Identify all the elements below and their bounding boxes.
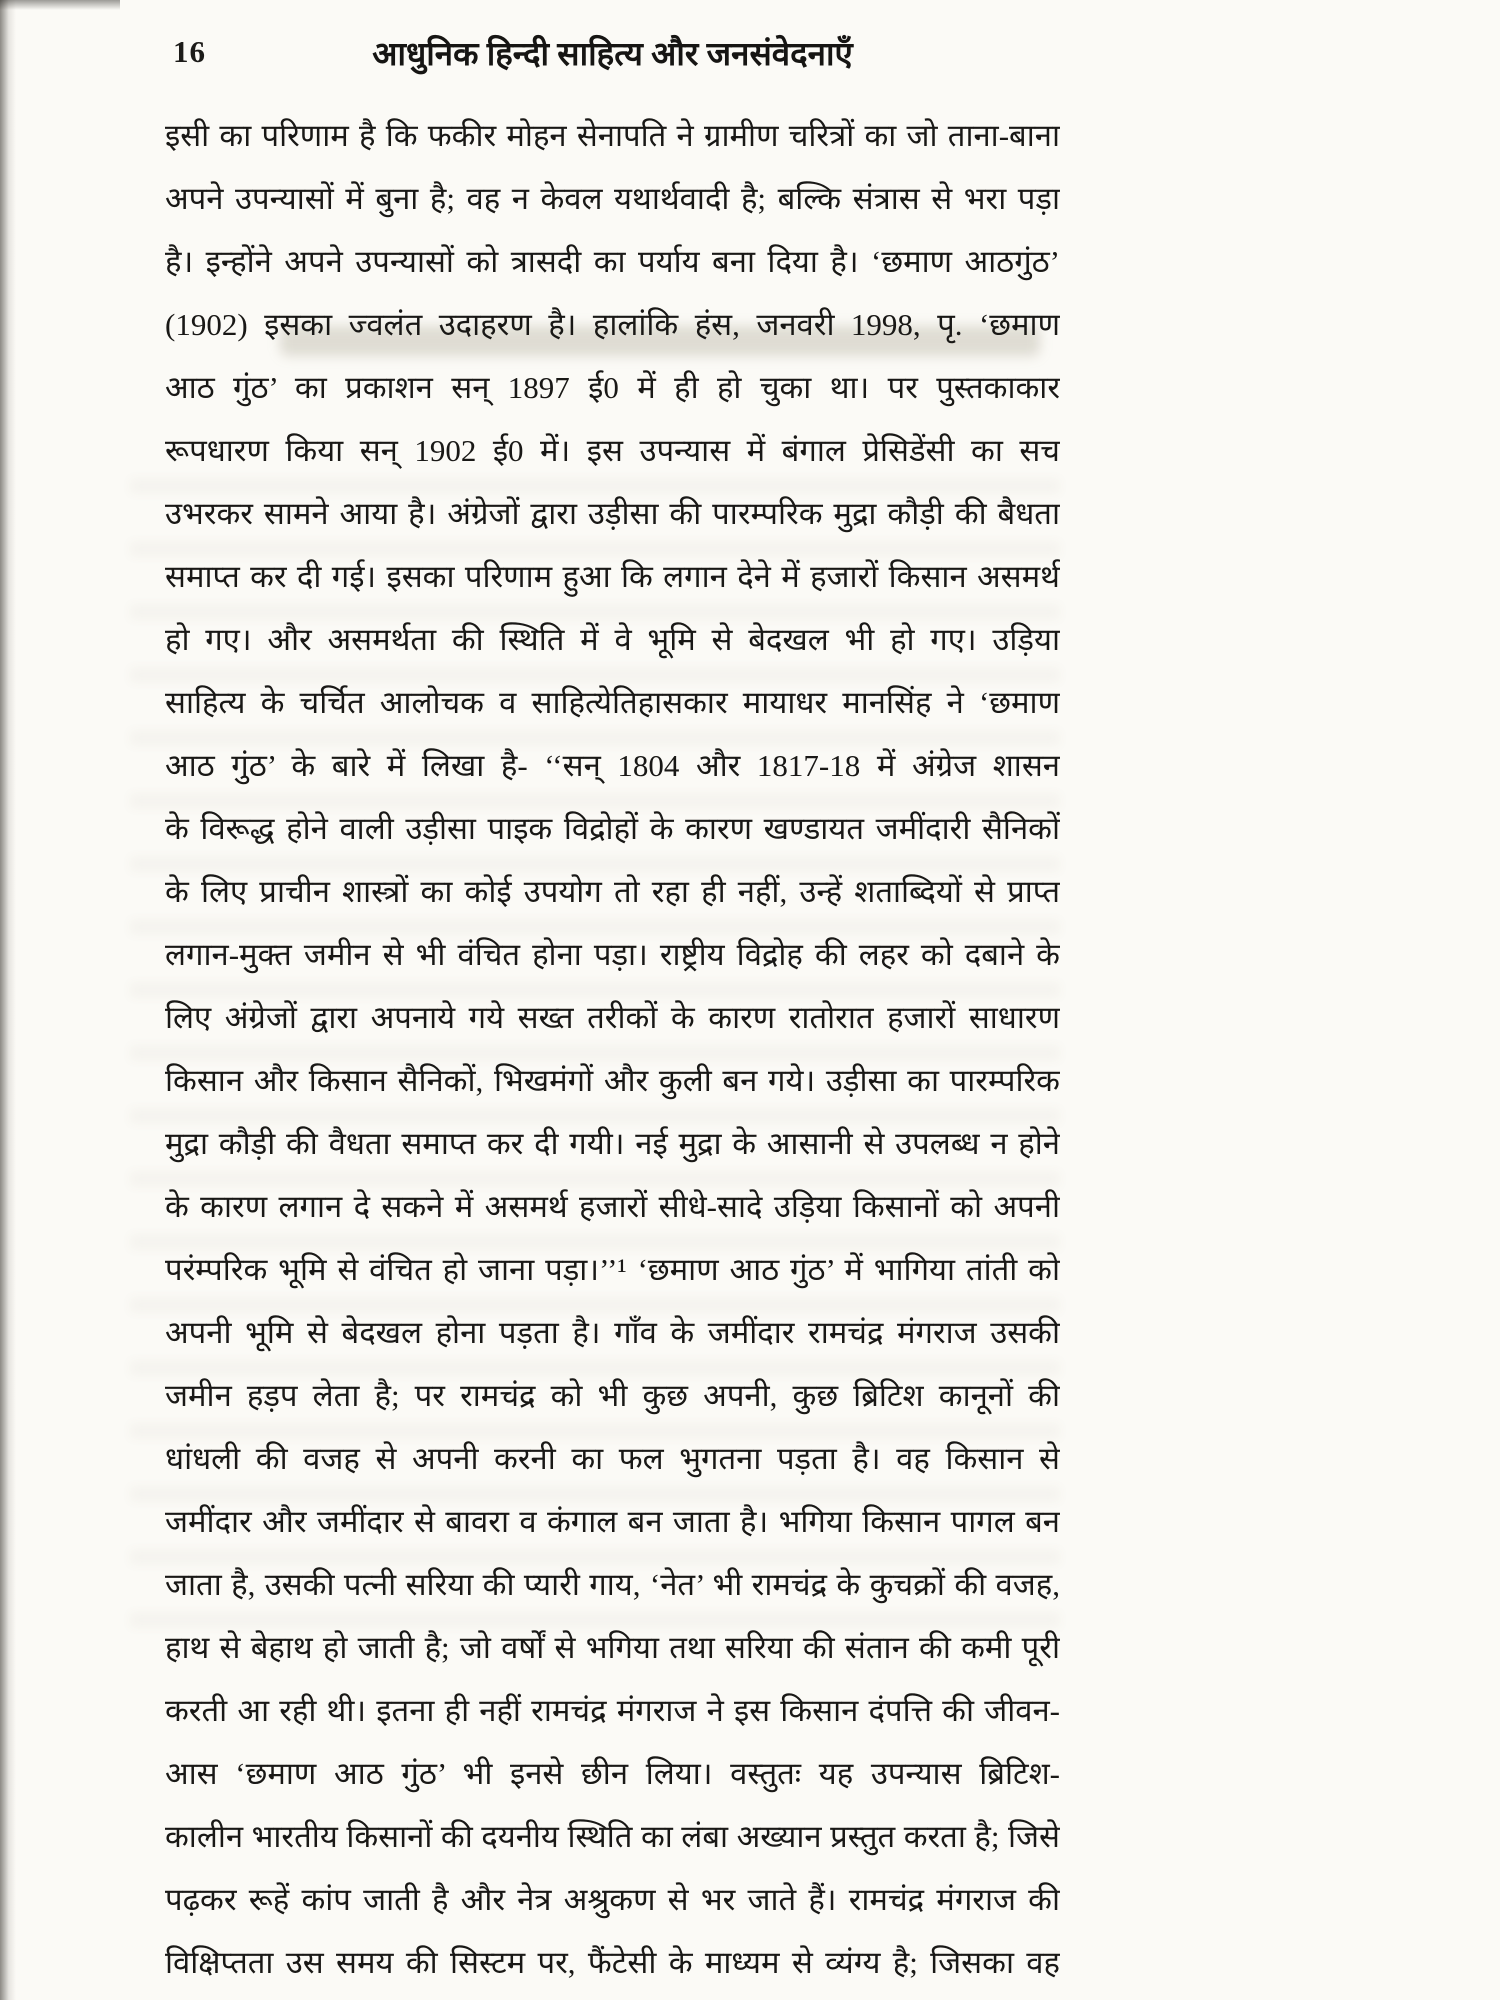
text-line: समाप्त कर दी गई। इसका परिणाम हुआ कि लगान देने में हजारों किसान असमर्थ (165, 559, 1060, 594)
text-line: धांधली की वजह से अपनी करनी का फल भुगतना पड़ता है। वह किसान से (165, 1441, 1060, 1476)
scan-edge-shadow (0, 0, 16, 2000)
text-line: रूपधारण किया सन् 1902 ई0 में। इस उपन्यास में बंगाल प्रेसिडेंसी का सच (165, 433, 1060, 468)
text-line: के विरूद्ध होने वाली उड़ीसा पाइक विद्रोहों के कारण खण्डायत जमींदारी सैनिकों (165, 811, 1060, 846)
text-line: पढ़कर रूहें कांप जाती है और नेत्र अश्रुकण से भर जाते हैं। रामचंद्र मंगराज की (165, 1882, 1060, 1917)
body-paragraph (165, 104, 1060, 1994)
page-number: 16 (173, 34, 206, 69)
text-line: विक्षिप्तता उस समय की सिस्टम पर, फैंटेसी के माध्यम से व्यंग्य है; जिसका वह (165, 1945, 1060, 1980)
text-line: करती आ रही थी। इतना ही नहीं रामचंद्र मंगराज ने इस किसान दंपत्ति की जीवन- (165, 1693, 1060, 1728)
text-line: परंम्परिक भूमि से वंचित हो जाना पड़ा।’’¹ ‘छमाण आठ गुंठ’ में भागिया तांती को (165, 1252, 1060, 1287)
text-line: उभरकर सामने आया है। अंग्रेजों द्वारा उड़ीसा की पारम्परिक मुद्रा कौड़ी की बैधता (165, 496, 1060, 531)
text-line: जमीन हड़प लेता है; पर रामचंद्र को भी कुछ अपनी, कुछ ब्रिटिश कानूनों की (165, 1378, 1060, 1413)
text-line: लिए अंग्रेजों द्वारा अपनाये गये सख्त तरीकों के कारण रातोरात हजारों साधारण (165, 1000, 1060, 1035)
text-line: लगान-मुक्त जमीन से भी वंचित होना पड़ा। राष्ट्रीय विद्रोह की लहर को दबाने के (165, 937, 1060, 972)
text-line: अपनी भूमि से बेदखल होना पड़ता है। गाँव के जमींदार रामचंद्र मंगराज उसकी (165, 1315, 1060, 1350)
text-line: इसी का परिणाम है कि फकीर मोहन सेनापति ने ग्रामीण चरित्रों का जो ताना-बाना (165, 118, 1060, 153)
scan-corner-shadow (0, 0, 120, 10)
text-line: अपने उपन्यासों में बुना है; वह न केवल यथार्थवादी है; बल्कि संत्रास से भरा पड़ा (165, 181, 1060, 216)
text-line: जाता है, उसकी पत्नी सरिया की प्यारी गाय, ‘नेत’ भी रामचंद्र के कुचक्रों की वजह, (165, 1567, 1060, 1602)
text-line: साहित्य के चर्चित आलोचक व साहित्येतिहासकार मायाधर मानसिंह ने ‘छमाण (165, 685, 1060, 720)
text-line: कालीन भारतीय किसानों की दयनीय स्थिति का लंबा अख्यान प्रस्तुत करता है; जिसे (165, 1819, 1060, 1854)
text-line: किसान और किसान सैनिकों, भिखमंगों और कुली बन गये। उड़ीसा का पारम्परिक (165, 1063, 1060, 1098)
text-line: हो गए। और असमर्थता की स्थिति में वे भूमि से बेदखल भी हो गए। उड़िया (165, 622, 1060, 657)
page-title: आधुनिक हिन्दी साहित्य और जनसंवेदनाएँ (372, 37, 853, 73)
text-line: के लिए प्राचीन शास्त्रों का कोई उपयोग तो रहा ही नहीं, उन्हें शताब्दियों से प्राप्त (165, 874, 1060, 909)
text-line: के कारण लगान दे सकने में असमर्थ हजारों सीधे-सादे उड़िया किसानों को अपनी (165, 1189, 1060, 1224)
text-line: जमींदार और जमींदार से बावरा व कंगाल बन जाता है। भगिया किसान पागल बन (165, 1504, 1060, 1539)
text-line: (1902) इसका ज्वलंत उदाहरण है। हालांकि हंस, जनवरी 1998, पृ. ‘छमाण (165, 307, 1060, 342)
text-line: आठ गुंठ’ का प्रकाशन सन् 1897 ई0 में ही हो चुका था। पर पुस्तकाकार (165, 370, 1060, 405)
text-line: है। इन्होंने अपने उपन्यासों को त्रासदी का पर्याय बना दिया है। ‘छमाण आठगुंठ’ (165, 244, 1060, 279)
text-line: मुद्रा कौड़ी की वैधता समाप्त कर दी गयी। नई मुद्रा के आसानी से उपलब्ध न होने (165, 1126, 1060, 1161)
text-line: आस ‘छमाण आठ गुंठ’ भी इनसे छीन लिया। वस्तुतः यह उपन्यास ब्रिटिश- (165, 1756, 1060, 1791)
page-header (165, 30, 1060, 86)
text-line: हाथ से बेहाथ हो जाती है; जो वर्षों से भगिया तथा सरिया की संतान की कमी पूरी (165, 1630, 1060, 1665)
text-line: आठ गुंठ’ के बारे में लिखा है- ‘‘सन् 1804 और 1817-18 में अंग्रेज शासन (165, 748, 1060, 783)
